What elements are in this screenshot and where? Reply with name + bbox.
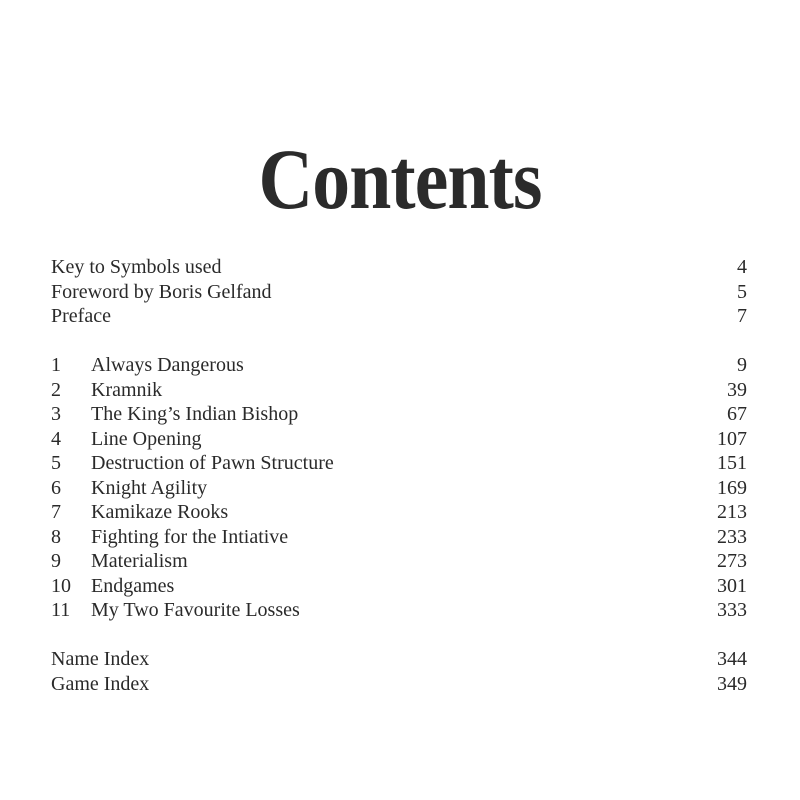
chapter-title: Line Opening (91, 427, 202, 450)
chapter-page: 301 (717, 574, 747, 597)
chapter-number: 5 (51, 452, 61, 474)
chapter-entry (51, 476, 747, 501)
chapter-number: 3 (51, 403, 61, 425)
chapter-entry (51, 451, 747, 476)
toc-entry-title: Name Index (51, 648, 150, 670)
toc-entry-title: Key to Symbols used (51, 256, 222, 278)
chapter-entry (51, 574, 747, 599)
chapter-list (51, 353, 747, 623)
chapter-page: 39 (727, 378, 747, 401)
chapter-entry (51, 427, 747, 452)
toc-entry-page: 4 (737, 256, 747, 278)
chapter-page: 273 (717, 550, 747, 572)
front-matter-list (51, 255, 747, 329)
toc-entry-foreword (51, 280, 747, 305)
chapter-number: 1 (51, 354, 61, 376)
toc-entry-page: 344 (717, 648, 747, 670)
chapter-entry (51, 549, 747, 574)
toc-entry-title: Preface (51, 305, 111, 327)
chapter-title: My Two Favourite Losses (91, 599, 300, 621)
chapter-page: 233 (717, 525, 747, 548)
chapter-number: 2 (51, 378, 61, 401)
chapter-title: Knight Agility (91, 476, 208, 499)
chapter-page: 151 (717, 452, 747, 474)
chapter-number: 8 (51, 525, 61, 548)
chapter-page: 107 (717, 427, 747, 450)
chapter-number: 9 (51, 550, 61, 572)
chapter-page: 9 (737, 354, 747, 376)
chapter-title: Fighting for the Intiative (91, 525, 289, 548)
chapter-title: Kamikaze Rooks (91, 501, 229, 523)
toc-entry-page: 5 (737, 280, 747, 303)
chapter-number: 7 (51, 501, 61, 523)
page-title: Contents (258, 130, 542, 227)
chapter-entry (51, 500, 747, 525)
chapter-page: 213 (717, 501, 747, 523)
toc-entry-title: Foreword by Boris Gelfand (51, 280, 272, 303)
chapter-entry (51, 378, 747, 403)
chapter-title: The King’s Indian Bishop (91, 403, 299, 425)
chapter-entry (51, 525, 747, 550)
chapter-title: Always Dangerous (91, 354, 244, 376)
toc-entry-title: Game Index (51, 672, 150, 695)
chapter-title: Kramnik (91, 378, 163, 401)
chapter-number: 10 (51, 574, 71, 597)
toc-entry-page: 7 (737, 305, 747, 327)
toc-entry-key-to-symbols (51, 255, 747, 280)
toc-entry-page: 349 (717, 672, 747, 695)
toc-entry-game-index (51, 672, 747, 697)
toc-entry-preface (51, 304, 747, 329)
chapter-title: Materialism (91, 550, 188, 572)
chapter-entry (51, 598, 747, 623)
toc-entry-name-index (51, 647, 747, 672)
chapter-page: 169 (717, 476, 747, 499)
chapter-entry (51, 353, 747, 378)
chapter-entry (51, 402, 747, 427)
chapter-page: 67 (727, 403, 747, 425)
chapter-page: 333 (717, 599, 747, 621)
chapter-title: Destruction of Pawn Structure (91, 452, 334, 474)
chapter-number: 4 (51, 427, 61, 450)
chapter-number: 11 (51, 599, 71, 621)
back-matter-list (51, 647, 747, 696)
chapter-number: 6 (51, 476, 61, 499)
chapter-title: Endgames (91, 574, 175, 597)
